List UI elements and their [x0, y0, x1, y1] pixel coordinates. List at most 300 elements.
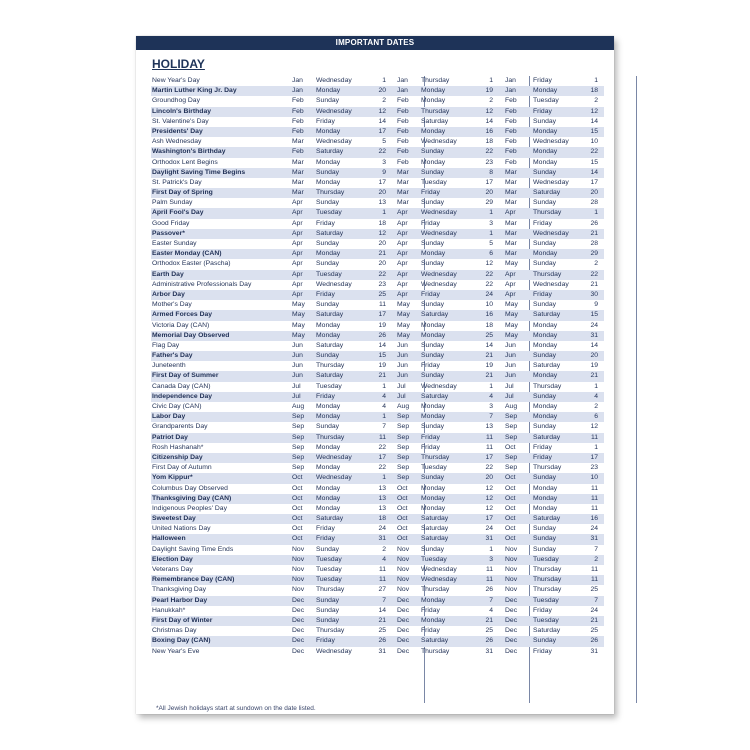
- table-row: [136, 188, 614, 198]
- year2-month: Jun: [397, 352, 408, 360]
- year3-day: 20: [590, 189, 598, 197]
- year3-day: 22: [590, 148, 598, 156]
- year2-month: Feb: [397, 148, 409, 156]
- year3-month: Oct: [505, 515, 516, 523]
- year3-weekday: Monday: [533, 494, 558, 502]
- year2-day: 3: [489, 403, 493, 410]
- holiday-name: Lincoln's Birthday: [152, 107, 212, 115]
- year1-weekday: Saturday: [316, 148, 344, 156]
- holiday-name: Sweetest Day: [152, 515, 196, 523]
- year1-month: Sep: [292, 423, 305, 431]
- year1-month: Mar: [292, 158, 304, 166]
- year2-month: Nov: [397, 555, 410, 563]
- year1-day: 5: [382, 138, 386, 146]
- year3-day: 24: [590, 606, 598, 614]
- year2-month: Apr: [397, 260, 408, 268]
- year1-month: Jun: [292, 352, 303, 360]
- year2-day: 1: [489, 209, 493, 217]
- year3-day: 25: [590, 627, 598, 635]
- year2-day: 4: [489, 392, 493, 400]
- table-row: [136, 647, 614, 657]
- year2-weekday: Thursday: [421, 586, 450, 594]
- year2-month: Nov: [397, 576, 410, 584]
- holiday-name: St. Patrick's Day: [152, 178, 202, 186]
- year1-month: May: [292, 331, 305, 339]
- year1-weekday: Saturday: [316, 341, 344, 349]
- table-row: [136, 280, 614, 290]
- year3-weekday: Thursday: [533, 576, 562, 584]
- year3-day: 12: [590, 423, 598, 431]
- year2-day: 14: [485, 117, 493, 125]
- year3-month: Oct: [505, 474, 516, 482]
- holiday-name: Boxing Day (CAN): [152, 637, 211, 645]
- year1-day: 26: [378, 331, 386, 339]
- year3-day: 26: [590, 637, 598, 645]
- year1-weekday: Monday: [316, 158, 341, 166]
- year1-month: Apr: [292, 199, 303, 207]
- year3-weekday: Friday: [533, 107, 552, 115]
- year2-weekday: Saturday: [421, 637, 449, 645]
- holiday-name: Father's Day: [152, 352, 193, 360]
- year2-day: 20: [485, 189, 493, 197]
- year1-day: 22: [378, 148, 386, 156]
- year2-weekday: Thursday: [421, 453, 450, 461]
- year1-weekday: Sunday: [316, 240, 340, 247]
- year2-weekday: Sunday: [421, 148, 445, 156]
- year1-month: Aug: [292, 403, 305, 410]
- year1-weekday: Monday: [316, 413, 341, 421]
- year2-weekday: Tuesday: [421, 555, 447, 563]
- year2-month: Feb: [397, 127, 409, 135]
- year1-month: Nov: [292, 545, 305, 553]
- year2-month: Nov: [397, 545, 410, 553]
- year3-day: 14: [590, 117, 598, 125]
- holiday-name: Independence Day: [152, 392, 213, 400]
- year2-day: 31: [485, 535, 493, 543]
- year1-day: 11: [378, 433, 386, 441]
- year2-weekday: Monday: [421, 484, 446, 492]
- year2-weekday: Friday: [421, 189, 440, 197]
- holiday-name: Canada Day (CAN): [152, 382, 211, 390]
- year3-month: Oct: [505, 504, 516, 512]
- year2-month: Dec: [397, 627, 410, 635]
- year2-weekday: Sunday: [421, 199, 445, 207]
- year1-month: Apr: [292, 219, 303, 227]
- year1-weekday: Friday: [316, 117, 335, 125]
- holiday-name: Groundhog Day: [152, 97, 200, 105]
- year2-weekday: Saturday: [421, 515, 449, 523]
- table-row: [136, 585, 614, 595]
- year2-day: 2: [489, 97, 493, 105]
- year1-weekday: Wednesday: [316, 77, 352, 84]
- year1-month: Nov: [292, 555, 305, 563]
- year2-weekday: Sunday: [421, 260, 445, 268]
- year3-month: Mar: [505, 168, 517, 176]
- year1-month: Oct: [292, 504, 303, 512]
- table-row: [136, 249, 614, 259]
- year1-day: 27: [378, 586, 386, 594]
- year1-day: 21: [378, 372, 386, 380]
- year3-weekday: Thursday: [533, 209, 562, 217]
- holiday-name: Indigenous Peoples' Day: [152, 504, 227, 512]
- year2-month: Apr: [397, 290, 408, 298]
- table-row: [136, 208, 614, 218]
- year1-weekday: Monday: [316, 484, 341, 492]
- year3-month: May: [505, 260, 518, 268]
- year1-month: Mar: [292, 189, 304, 197]
- year3-month: Nov: [505, 555, 518, 563]
- year3-day: 1: [594, 209, 598, 217]
- year1-month: Apr: [292, 260, 303, 268]
- year1-weekday: Wednesday: [316, 647, 352, 655]
- year3-weekday: Sunday: [533, 392, 557, 400]
- year1-day: 2: [382, 545, 386, 553]
- year3-day: 25: [590, 586, 598, 594]
- year1-month: Nov: [292, 576, 305, 584]
- year2-month: Feb: [397, 138, 409, 146]
- year1-day: 31: [378, 535, 386, 543]
- table-row: [136, 422, 614, 432]
- year1-weekday: Monday: [316, 464, 341, 472]
- year3-weekday: Friday: [533, 647, 552, 655]
- year2-month: Dec: [397, 616, 410, 624]
- table-row: [136, 147, 614, 157]
- year3-day: 22: [590, 270, 598, 278]
- holiday-table: [136, 76, 614, 657]
- table-row: [136, 219, 614, 229]
- year3-weekday: Tuesday: [533, 616, 559, 624]
- year3-day: 6: [594, 413, 598, 421]
- table-row: [136, 484, 614, 494]
- year1-month: Sep: [292, 464, 305, 472]
- year1-weekday: Monday: [316, 403, 341, 410]
- year2-weekday: Sunday: [421, 423, 445, 431]
- year3-month: Sep: [505, 453, 518, 461]
- year3-day: 15: [590, 158, 598, 166]
- year2-month: Mar: [397, 199, 409, 207]
- year1-month: Jan: [292, 77, 303, 84]
- year3-weekday: Wednesday: [533, 138, 569, 146]
- year3-month: Aug: [505, 403, 518, 410]
- year3-day: 10: [590, 474, 598, 482]
- year3-weekday: Sunday: [533, 260, 557, 268]
- year1-month: Feb: [292, 117, 304, 125]
- holiday-name: Hanukkah*: [152, 606, 186, 614]
- table-row: [136, 270, 614, 280]
- year1-weekday: Friday: [316, 535, 335, 543]
- year1-day: 4: [382, 403, 386, 410]
- year2-weekday: Friday: [421, 627, 440, 635]
- year2-month: Mar: [397, 178, 409, 186]
- year1-day: 14: [378, 341, 386, 349]
- year2-weekday: Monday: [421, 127, 446, 135]
- year2-weekday: Friday: [421, 443, 440, 451]
- year1-weekday: Friday: [316, 637, 335, 645]
- year3-month: Apr: [505, 209, 516, 217]
- year2-day: 20: [485, 474, 493, 482]
- year1-day: 22: [378, 443, 386, 451]
- year1-day: 15: [378, 352, 386, 360]
- year2-day: 26: [485, 637, 493, 645]
- year2-weekday: Monday: [421, 413, 446, 421]
- year1-weekday: Thursday: [316, 362, 345, 370]
- year2-weekday: Wednesday: [421, 138, 457, 146]
- year3-weekday: Sunday: [533, 301, 557, 309]
- table-row: [136, 514, 614, 524]
- year1-day: 7: [382, 423, 386, 431]
- year3-weekday: Monday: [533, 413, 558, 421]
- holiday-name: Columbus Day Observed: [152, 484, 228, 492]
- table-row: [136, 361, 614, 371]
- holiday-name: Armed Forces Day: [152, 311, 213, 319]
- year3-day: 11: [590, 484, 598, 492]
- year3-weekday: Thursday: [533, 382, 562, 390]
- year1-weekday: Friday: [316, 290, 335, 298]
- year1-month: Sep: [292, 453, 305, 461]
- year3-weekday: Sunday: [533, 199, 557, 207]
- year2-day: 19: [485, 87, 493, 95]
- year1-weekday: Thursday: [316, 627, 345, 635]
- table-row: [136, 555, 614, 565]
- year2-day: 26: [485, 586, 493, 594]
- year1-day: 11: [378, 576, 386, 584]
- table-row: [136, 616, 614, 626]
- year2-weekday: Friday: [421, 219, 440, 227]
- year3-month: Dec: [505, 637, 518, 645]
- year1-month: Apr: [292, 229, 303, 237]
- year3-month: Dec: [505, 616, 518, 624]
- year2-month: Sep: [397, 423, 410, 431]
- year1-day: 14: [378, 117, 386, 125]
- holiday-name: Rosh Hashanah*: [152, 443, 204, 451]
- year2-day: 24: [485, 290, 493, 298]
- year1-day: 19: [378, 321, 386, 329]
- year3-month: Jan: [505, 87, 516, 95]
- year3-day: 21: [590, 616, 598, 624]
- year1-day: 13: [378, 504, 386, 512]
- year1-weekday: Monday: [316, 504, 341, 512]
- year3-month: Nov: [505, 545, 518, 553]
- year1-month: Dec: [292, 647, 305, 655]
- table-row: [136, 331, 614, 341]
- year2-weekday: Wednesday: [421, 209, 457, 217]
- year1-month: May: [292, 321, 305, 329]
- year1-month: Dec: [292, 596, 305, 604]
- year1-weekday: Monday: [316, 321, 341, 329]
- year1-month: Jan: [292, 87, 303, 95]
- year1-weekday: Sunday: [316, 199, 340, 207]
- year2-weekday: Monday: [421, 321, 446, 329]
- holiday-name: Mother's Day: [152, 301, 192, 309]
- year1-day: 9: [382, 168, 386, 176]
- year3-weekday: Sunday: [533, 637, 557, 645]
- year2-weekday: Monday: [421, 596, 446, 604]
- year2-day: 10: [485, 301, 493, 309]
- year3-weekday: Tuesday: [533, 555, 559, 563]
- year2-day: 4: [489, 606, 493, 614]
- year2-month: Oct: [397, 515, 408, 523]
- year2-month: Sep: [397, 464, 410, 472]
- table-row: [136, 402, 614, 412]
- holiday-name: April Fool's Day: [152, 209, 204, 217]
- year1-day: 20: [378, 260, 386, 268]
- year3-weekday: Thursday: [533, 464, 562, 472]
- year2-month: Apr: [397, 240, 408, 247]
- year3-weekday: Sunday: [533, 474, 557, 482]
- holiday-name: Victoria Day (CAN): [152, 321, 210, 329]
- year2-weekday: Monday: [421, 494, 446, 502]
- year3-weekday: Monday: [533, 403, 558, 410]
- year2-day: 1: [489, 77, 493, 84]
- year3-day: 2: [594, 97, 598, 105]
- year2-day: 24: [485, 525, 493, 533]
- year1-weekday: Sunday: [316, 616, 340, 624]
- year3-weekday: Sunday: [533, 525, 557, 533]
- year2-month: Dec: [397, 637, 410, 645]
- year2-weekday: Wednesday: [421, 576, 457, 584]
- year2-day: 7: [489, 413, 493, 421]
- table-row: [136, 534, 614, 544]
- year2-day: 21: [485, 352, 493, 360]
- year3-weekday: Saturday: [533, 515, 561, 523]
- year3-weekday: Sunday: [533, 117, 557, 125]
- year1-month: Apr: [292, 270, 303, 278]
- year2-weekday: Sunday: [421, 168, 445, 176]
- year1-month: Sep: [292, 433, 305, 441]
- year2-weekday: Monday: [421, 331, 446, 339]
- year3-day: 21: [590, 280, 598, 288]
- holiday-name: Veterans Day: [152, 566, 193, 573]
- holiday-name: Civic Day (CAN): [152, 403, 202, 410]
- year1-month: Oct: [292, 525, 303, 533]
- year2-day: 18: [485, 321, 493, 329]
- year3-weekday: Monday: [533, 148, 558, 156]
- holiday-name: Easter Sunday: [152, 240, 197, 247]
- year3-day: 29: [590, 250, 598, 258]
- year1-weekday: Saturday: [316, 515, 344, 523]
- year3-day: 14: [590, 341, 598, 349]
- year1-month: Apr: [292, 280, 303, 288]
- year2-weekday: Sunday: [421, 372, 445, 380]
- year3-day: 24: [590, 525, 598, 533]
- holiday-name: Palm Sunday: [152, 199, 193, 207]
- year3-month: Apr: [505, 280, 516, 288]
- year2-day: 21: [485, 372, 493, 380]
- year2-month: Feb: [397, 117, 409, 125]
- year3-day: 11: [590, 566, 598, 573]
- year2-month: Jun: [397, 341, 408, 349]
- year2-day: 17: [485, 453, 493, 461]
- year2-day: 21: [485, 616, 493, 624]
- year3-month: Feb: [505, 138, 517, 146]
- year2-month: Apr: [397, 219, 408, 227]
- year3-month: Nov: [505, 586, 518, 594]
- year3-weekday: Sunday: [533, 168, 557, 176]
- year3-weekday: Tuesday: [533, 97, 559, 105]
- table-row: [136, 321, 614, 331]
- year3-day: 11: [590, 576, 598, 584]
- year1-day: 20: [378, 189, 386, 197]
- holiday-name: Memorial Day Observed: [152, 331, 230, 339]
- year2-month: Oct: [397, 525, 408, 533]
- year3-month: Feb: [505, 97, 517, 105]
- year3-day: 16: [590, 515, 598, 523]
- year3-weekday: Sunday: [533, 545, 557, 553]
- important-dates-header: IMPORTANT DATES: [136, 36, 614, 50]
- year2-day: 12: [485, 494, 493, 502]
- year2-month: May: [397, 311, 410, 319]
- year2-month: Apr: [397, 250, 408, 258]
- column-divider: [636, 76, 637, 703]
- year3-month: Sep: [505, 433, 518, 441]
- table-row: [136, 626, 614, 636]
- year1-month: Nov: [292, 586, 305, 594]
- year1-month: Apr: [292, 290, 303, 298]
- year1-weekday: Thursday: [316, 433, 345, 441]
- year2-month: Sep: [397, 433, 410, 441]
- year1-month: Apr: [292, 209, 303, 217]
- year1-day: 17: [378, 453, 386, 461]
- year3-month: May: [505, 301, 518, 309]
- year1-month: Feb: [292, 107, 304, 115]
- year1-weekday: Tuesday: [316, 270, 342, 278]
- holiday-name: Thanksgiving Day (CAN): [152, 494, 232, 502]
- year3-weekday: Monday: [533, 250, 558, 258]
- year2-month: Oct: [397, 535, 408, 543]
- year1-weekday: Friday: [316, 219, 335, 227]
- year3-weekday: Thursday: [533, 586, 562, 594]
- year1-weekday: Monday: [316, 250, 341, 258]
- holiday-name: First Day of Winter: [152, 616, 213, 624]
- year3-day: 10: [590, 138, 598, 146]
- year1-day: 21: [378, 616, 386, 624]
- year3-weekday: Sunday: [533, 535, 557, 543]
- year3-day: 1: [594, 77, 598, 84]
- year2-month: Feb: [397, 107, 409, 115]
- year1-month: Feb: [292, 148, 304, 156]
- table-row: [136, 392, 614, 402]
- year1-weekday: Saturday: [316, 229, 344, 237]
- year2-day: 12: [485, 107, 493, 115]
- year3-weekday: Monday: [533, 321, 558, 329]
- year2-weekday: Wednesday: [421, 270, 457, 278]
- year3-month: Sep: [505, 423, 518, 431]
- year2-month: Jan: [397, 77, 408, 84]
- year2-month: Jul: [397, 382, 406, 390]
- year2-month: Apr: [397, 229, 408, 237]
- year3-weekday: Monday: [533, 127, 558, 135]
- holiday-name: Good Friday: [152, 219, 190, 227]
- year3-day: 31: [590, 535, 598, 543]
- year1-month: Nov: [292, 566, 305, 573]
- year1-month: Apr: [292, 240, 303, 247]
- year1-day: 13: [378, 484, 386, 492]
- table-row: [136, 504, 614, 514]
- year2-day: 25: [485, 627, 493, 635]
- year1-day: 22: [378, 270, 386, 278]
- year1-day: 1: [382, 209, 386, 217]
- year1-weekday: Monday: [316, 443, 341, 451]
- year1-weekday: Sunday: [316, 423, 340, 431]
- year2-weekday: Sunday: [421, 545, 445, 553]
- year2-month: Aug: [397, 403, 410, 410]
- year2-month: Nov: [397, 586, 410, 594]
- year3-day: 24: [590, 321, 598, 329]
- holiday-name: Passover*: [152, 229, 185, 237]
- year2-month: Sep: [397, 453, 410, 461]
- table-row: [136, 606, 614, 616]
- year2-day: 11: [485, 443, 493, 451]
